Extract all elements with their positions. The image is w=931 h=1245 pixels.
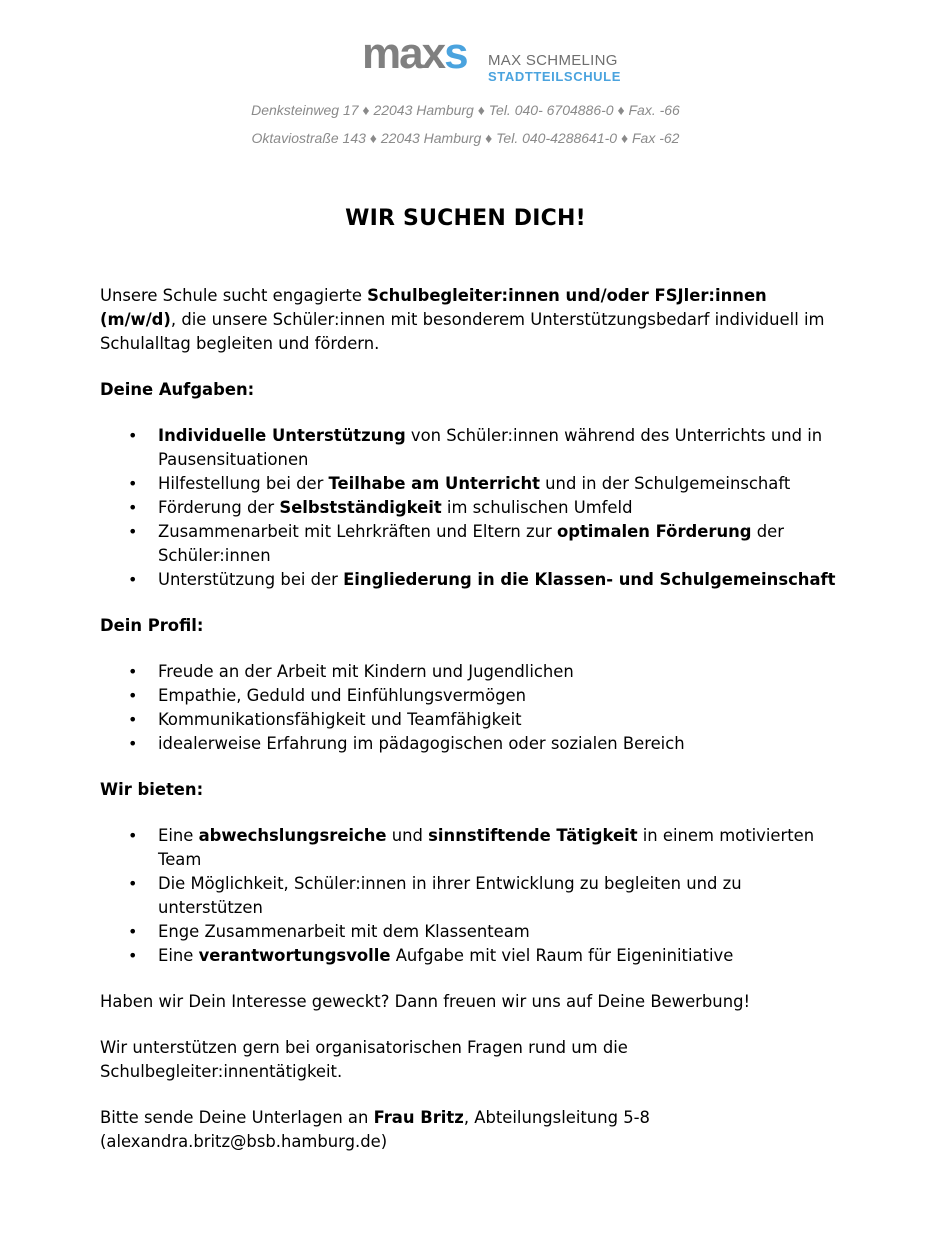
list-item: • Kommunikationsfähigkeit und Teamfähigkeit bbox=[100, 708, 840, 732]
list-item: • Unterstützung bei der Eingliederung in die Klassen- und Schulgemeinschaft bbox=[100, 568, 840, 592]
section-heading-aufgaben: Deine Aufgaben: bbox=[100, 380, 255, 399]
list-item: • Empathie, Geduld und Einfühlungsvermögen bbox=[100, 684, 840, 708]
contact-email: (alexandra.britz@bsb.hamburg.de) bbox=[100, 1132, 388, 1151]
list-item: • idealerweise Erfahrung im pädagogischen oder sozialen Bereich bbox=[100, 732, 840, 756]
school-name: MAX SCHMELING bbox=[488, 52, 618, 69]
list-item: • Freude an der Arbeit mit Kindern und Jugendlichen bbox=[100, 660, 840, 684]
list-item: • Förderung der Selbstständigkeit im schulischen Umfeld bbox=[100, 496, 840, 520]
school-type: STADTTEILSCHULE bbox=[488, 69, 621, 84]
page-title: WIR SUCHEN DICH! bbox=[345, 206, 586, 231]
list-item: • Enge Zusammenarbeit mit dem Klassenteam bbox=[100, 920, 840, 944]
support-paragraph: Wir unterstützen gern bei organisatorischen Fragen rund um die Schulbegleiter:innentätigkeit. bbox=[100, 1038, 628, 1081]
document-body bbox=[100, 284, 840, 1154]
list-item: • Individuelle Unterstützung von Schüler:innen während des Unterrichts und in Pausensituationen bbox=[100, 424, 840, 472]
address-line-2: Oktaviostraße 143 ♦ 22043 Hamburg ♦ Tel. 040-4288641-0 ♦ Fax -62 bbox=[251, 130, 680, 146]
address-line-1: Denksteinweg 17 ♦ 22043 Hamburg ♦ Tel. 040- 6704886-0 ♦ Fax. -66 bbox=[251, 102, 680, 118]
bieten-list bbox=[100, 824, 840, 968]
aufgaben-list bbox=[100, 424, 840, 592]
list-item: • Die Möglichkeit, Schüler:innen in ihrer Entwicklung zu begleiten und zu unterstützen bbox=[100, 872, 840, 920]
school-logo bbox=[362, 29, 652, 86]
list-item: • Eine verantwortungsvolle Aufgabe mit viel Raum für Eigeninitiative bbox=[100, 944, 840, 968]
profil-list bbox=[100, 660, 840, 756]
list-item: • Eine abwechslungsreiche und sinnstiftende Tätigkeit in einem motivierten Team bbox=[100, 824, 840, 872]
interest-paragraph: Haben wir Dein Interesse geweckt? Dann freuen wir uns auf Deine Bewerbung! bbox=[100, 992, 751, 1011]
section-heading-profil: Dein Profil: bbox=[100, 616, 204, 635]
list-item: • Zusammenarbeit mit Lehrkräften und Eltern zur optimalen Förderung der Schüler:innen bbox=[100, 520, 840, 568]
section-heading-bieten: Wir bieten: bbox=[100, 780, 204, 799]
contact-paragraph: Bitte sende Deine Unterlagen an Frau Britz, Abteilungsleitung 5-8 (alexandra.britz@bsb.hamburg.de) bbox=[100, 1108, 650, 1151]
logo-mark: maxs bbox=[362, 29, 467, 78]
intro-paragraph: Unsere Schule sucht engagierte Schulbegleiter:innen und/oder FSJler:innen (m/w/d), die unsere Schüler:innen mit besonderem Unterstützungsbedarf individuell im Schulalltag begleiten und fördern. bbox=[100, 286, 825, 353]
list-item: • Hilfestellung bei der Teilhabe am Unterricht und in der Schulgemeinschaft bbox=[100, 472, 840, 496]
